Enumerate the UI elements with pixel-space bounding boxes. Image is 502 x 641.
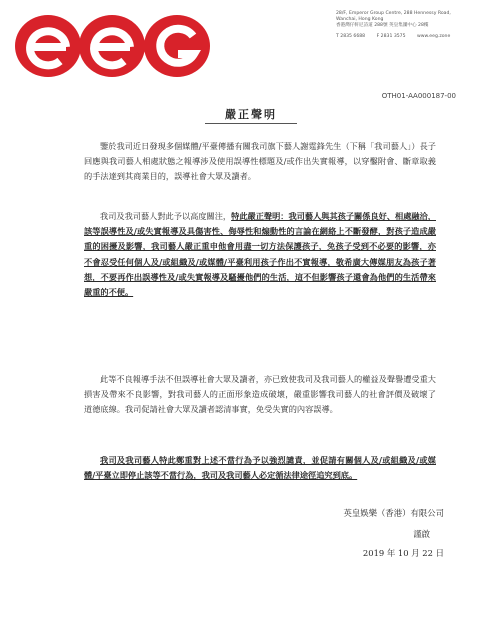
paragraph-1: 鑒於我司近日發現多個媒體/平臺傳播有關我司旗下藝人謝霆鋒先生（下稱「我司藝人」）長子回應與我司藝人相處狀態之報導涉及使用誤導性標題及/或作出失實報導，以穿鑿附會、斷章取義的手法達到其商業目的，誤導社會大眾及讀者。 (84, 141, 436, 182)
signature-company: 英皇娛樂（香港）有限公司 (343, 508, 444, 518)
paragraph-2-lead: 我司及我司藝人對此予以高度關注， (100, 211, 232, 221)
fax-number: F 2831 3575 (376, 33, 406, 39)
address-line: Wanchai, Hong Kong (336, 17, 384, 23)
letter-title: 嚴正聲明 (225, 108, 277, 121)
signature-date: 2019 年 10 月 22 日 (362, 548, 444, 558)
company-address (336, 11, 496, 40)
signature-closing: 謹啟 (413, 529, 430, 539)
paragraph-3: 此等不良報導手法不但誤導社會大眾及讀者，亦已致使我司及我司藝人的權益及聲譽遭受重大損害及帶來不良影響，對我司藝人的正面形象造成破壞，嚴重影響我司藝人的社會評價及破壞了道德底線。我司促請社會大眾及讀者認清事實，免受失實的內容誤導。 (84, 374, 436, 415)
paragraph-4: 我司及我司藝人特此鄭重對上述不當行為予以強烈譴責，並促請有關個人及/或組織及/或媒體/平臺立即停止該等不當行為，我司及我司藝人必定循法律途徑追究到底。 (84, 455, 436, 481)
eeg-logo-mark (10, 6, 220, 86)
address-line: 28/F, Emperor Group Centre, 288 Hennessy Road, (336, 11, 451, 16)
title-underline (205, 123, 297, 124)
eeg-logo (10, 6, 220, 86)
tel-number: T 2835 6688 (336, 33, 366, 39)
paragraph-2-emphasis: 特此嚴正聲明：我司藝人與其孩子關係良好、相處融洽，該等誤導性及/或失實報導及具傷害性、侮辱性和煽動性的言論在網絡上不斷發酵，對孩子造成嚴重的困擾及影響，我司藝人嚴正重申他會用盡一切方法保護孩子，免孩子受到不必要的影響，亦不會忍受任何個人及/或組織及/或媒體/平臺利用孩子作出不實報導，敬希廣大傳媒朋友為孩子著想，不要再作出誤導性及/或失實報導及騷擾他們的生活，這不但影響孩子還會為他們的生活帶來嚴重的不便。 (84, 211, 436, 298)
website: www.eeg.zone (417, 33, 451, 39)
paragraph-2 (84, 209, 436, 300)
address-line: 香港灣仔軒尼詩道 288號 英皇集團中心 28樓 (336, 23, 429, 29)
reference-number: OTH01-AA000187-00 (381, 92, 456, 100)
contact-line (336, 34, 496, 40)
